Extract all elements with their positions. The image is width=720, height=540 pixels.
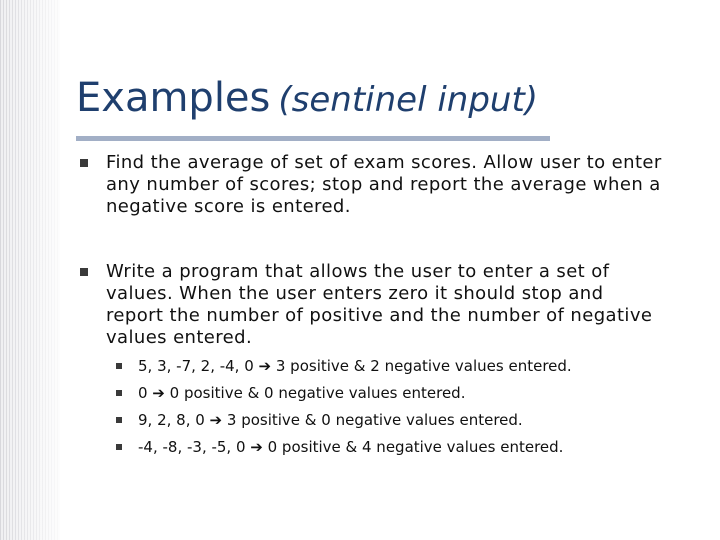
title-italic: (sentinel input) xyxy=(278,80,539,120)
square-bullet-icon xyxy=(80,159,88,167)
square-bullet-icon xyxy=(116,390,122,396)
sub-bullet-text-1: 5, 3, -7, 2, -4, 0 ➔ 3 positive & 2 negative values entered. xyxy=(138,357,572,375)
title-underline xyxy=(76,136,550,141)
title-main: Examples xyxy=(76,75,271,121)
square-bullet-icon xyxy=(116,444,122,450)
square-bullet-icon xyxy=(80,268,88,276)
square-bullet-icon xyxy=(116,417,122,423)
sub-bullet-text-4: -4, -8, -3, -5, 0 ➔ 0 positive & 4 negative values entered. xyxy=(138,438,564,456)
bullet-text-2: Write a program that allows the user to enter a set of values. When the user enters zero it should stop and report the number of positive and the number of negative values entered. xyxy=(106,261,653,348)
sub-bullet-text-3: 9, 2, 8, 0 ➔ 3 positive & 0 negative values entered. xyxy=(138,411,523,429)
slide-title xyxy=(76,72,538,126)
sub-bullet-text-2: 0 ➔ 0 positive & 0 negative values entered. xyxy=(138,384,466,402)
bullet-text-1: Find the average of set of exam scores. Allow user to enter any number of scores; stop and report the average when a negative score is entered. xyxy=(106,152,662,217)
decorative-stripe-band xyxy=(0,0,60,540)
square-bullet-icon xyxy=(116,363,122,369)
